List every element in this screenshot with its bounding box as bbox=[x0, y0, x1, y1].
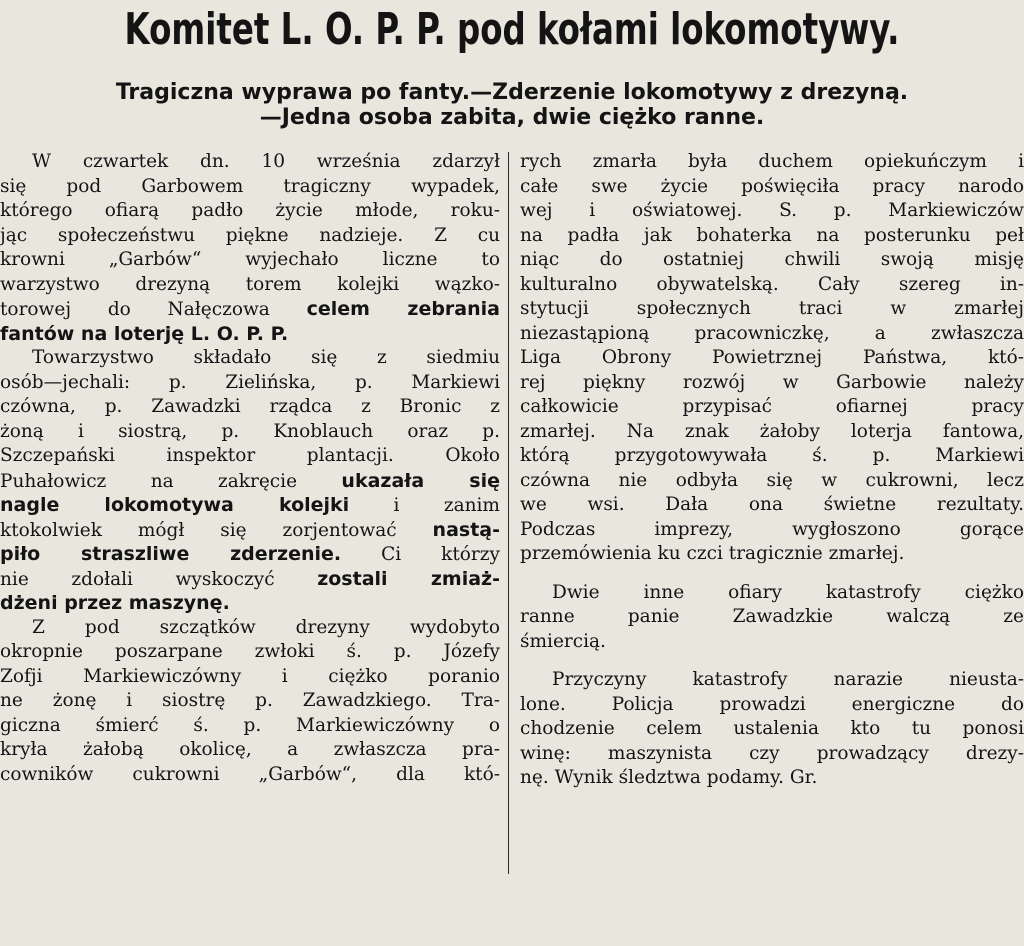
text-line: śmiercią. bbox=[520, 630, 606, 652]
text-line: całe swe życie poświęciła pracy narodo bbox=[520, 175, 1024, 197]
text-line: nę. Wynik śledztwa podamy. Gr. bbox=[520, 767, 818, 788]
text-run: i zanim bbox=[349, 495, 500, 516]
paragraph-gap bbox=[520, 654, 1024, 668]
text-line: jąc społeczeństwu piękne nadzieje. Z cu bbox=[0, 224, 500, 246]
bold-text: dżeni przez maszynę. bbox=[0, 592, 230, 614]
text-line bbox=[0, 322, 500, 347]
subheadline-2: —Jedna osoba zabita, dwie ciężko ranne. bbox=[259, 105, 765, 130]
subheadline-1: Tragiczna wyprawa po fanty.—Zderzenie lokomotywy z drezyną. bbox=[115, 80, 909, 105]
text-line: winę: maszynista czy prowadzący drezy- bbox=[520, 742, 1024, 764]
text-line: okropnie poszarpane zwłoki ś. p. Józefy bbox=[0, 641, 500, 662]
text-run: Ci którzy bbox=[341, 544, 500, 565]
text-line: W czwartek dn. 10 września zdarzył bbox=[32, 151, 500, 172]
text-line bbox=[0, 591, 500, 616]
text-line: we wsi. Dała ona świetne rezultaty. bbox=[520, 494, 1024, 515]
column-divider bbox=[508, 152, 509, 874]
text-run: nie zdołali wyskoczyć bbox=[0, 568, 318, 590]
article-column-right bbox=[520, 150, 1024, 791]
text-line: warzystwo drezyną torem kolejki wązko- bbox=[0, 273, 500, 295]
text-line: stytucji społecznych traci w zmarłej bbox=[520, 298, 1024, 319]
text-line: czówna, p. Zawadzki rządca z Bronic z bbox=[0, 396, 500, 417]
text-line: się pod Garbowem tragiczny wypadek, bbox=[0, 175, 500, 197]
text-line: cowników cukrowni „Garbów“, dla któ- bbox=[0, 763, 500, 785]
text-line: ne żonę i siostrę p. Zawadzkiego. Tra- bbox=[0, 690, 500, 711]
paragraph-gap bbox=[520, 567, 1024, 581]
bold-text: piło straszliwe zderzenie. bbox=[0, 543, 342, 565]
text-line: zmarłej. Na znak żałoby loterja fantowa, bbox=[520, 420, 1024, 442]
text-line: krowni „Garbów“ wyjechało liczne to bbox=[0, 249, 500, 270]
text-line: Liga Obrony Powietrznej Państwa, któ- bbox=[520, 347, 1024, 368]
text-line: wej i oświatowej. S. p. Markiewiczów bbox=[520, 200, 1024, 221]
text-line: czówna nie odbyła się w cukrowni, lecz bbox=[520, 469, 1024, 491]
text-line: lone. Policja prowadzi energiczne do bbox=[520, 693, 1024, 715]
text-line: Podczas imprezy, wygłoszono gorące bbox=[520, 518, 1024, 540]
text-line: kryła żałobą okolicę, a zwłaszcza pra- bbox=[0, 739, 500, 760]
text-line: żoną i siostrą, p. Knoblauch oraz p. bbox=[0, 420, 500, 442]
text-run: Puhałowicz na zakręcie bbox=[0, 470, 342, 492]
text-line bbox=[0, 469, 500, 494]
bold-text: zostali zmiaż- bbox=[317, 567, 500, 590]
text-line: Dwie inne ofiary katastrofy ciężko bbox=[552, 581, 1024, 603]
text-line: Przyczyny katastrofy narazie nieusta- bbox=[552, 669, 1024, 690]
text-line: chodzenie celem ustalenia kto tu ponosi bbox=[520, 718, 1024, 739]
text-line: rej piękny rozwój w Garbowie należy bbox=[520, 371, 1024, 393]
text-line: niezastąpioną pracowniczkę, a zwłaszcza bbox=[520, 322, 1024, 344]
text-line: osób—jechali: p. Zielińska, p. Markiewi bbox=[0, 371, 500, 393]
text-line: ranne panie Zawadzkie walczą ze bbox=[520, 606, 1024, 627]
text-line: giczna śmierć ś. p. Markiewiczówny o bbox=[0, 714, 500, 736]
text-line bbox=[0, 567, 500, 592]
text-line: którego ofiarą padło życie młode, roku- bbox=[0, 200, 500, 221]
bold-text: fantów na loterję L. O. P. P. bbox=[0, 322, 289, 345]
text-line: niąc do ostatniej chwili swoją misję bbox=[520, 249, 1024, 270]
text-line: na padła jak bohaterka na posterunku peł bbox=[520, 224, 1024, 246]
text-line: Zofji Markiewiczówny i ciężko poranio bbox=[0, 665, 500, 687]
article-column-left bbox=[0, 150, 500, 787]
bold-text: nastą- bbox=[432, 518, 500, 541]
text-line bbox=[0, 297, 500, 322]
text-line: przemówienia ku czci tragicznie zmarłej. bbox=[520, 543, 905, 564]
text-line: Szczepański inspektor plantacji. Około bbox=[0, 445, 500, 466]
headline: Komitet L. O. P. P. pod kołami lokomotywy. bbox=[124, 4, 900, 55]
text-line: którą przygotowywała ś. p. Markiewi bbox=[520, 445, 1024, 466]
bold-text: nagle lokomotywa kolejki bbox=[0, 494, 350, 516]
text-line: rych zmarła była duchem opiekuńczym i bbox=[520, 151, 1024, 172]
text-line bbox=[0, 493, 500, 518]
text-line bbox=[0, 518, 500, 543]
text-line: całkowicie przypisać ofiarnej pracy bbox=[520, 396, 1024, 417]
text-run: ktokolwiek mógł się zorjentować bbox=[0, 519, 433, 541]
text-run: torowej do Nałęczowa bbox=[0, 299, 307, 320]
text-line bbox=[0, 542, 500, 567]
text-line: kulturalno obywatelską. Cały szereg in- bbox=[520, 273, 1024, 295]
bold-text: ukazała się bbox=[341, 469, 500, 492]
bold-text: celem zebrania bbox=[306, 298, 500, 320]
text-line: Z pod szczątków drezyny wydobyto bbox=[32, 616, 500, 638]
text-line: Towarzystwo składało się z siedmiu bbox=[32, 347, 500, 368]
